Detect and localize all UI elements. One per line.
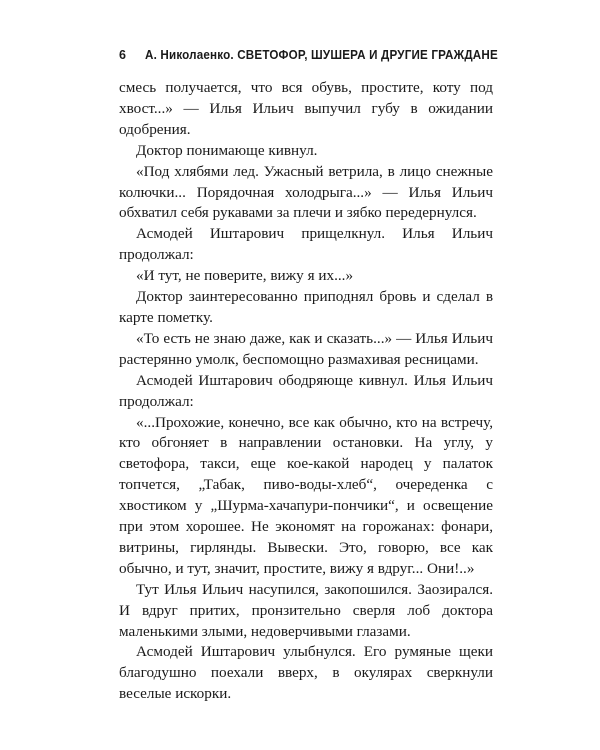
paragraph: Асмодей Иштарович улыбнулся. Его румяные щеки благодушно поехали вверх, в окулярах сверкнули веселые искорки.	[119, 643, 493, 703]
page-number: 6	[119, 48, 127, 62]
paragraph: Тут Илья Ильич насупился, закопошился. Заозирался. И вдруг притих, пронзительно сверля лоб доктора маленькими злыми, недоверчивыми глазами.	[119, 580, 493, 640]
paragraph: Доктор заинтересованно приподнял бровь и сделал в карте пометку.	[119, 288, 493, 326]
running-head	[119, 44, 498, 66]
paragraph: «Под хлябями лед. Ужасный ветрила, в лицо снежные колючки... Порядочная холодрыга...» — Илья Ильич обхватил себя рукавами за плечи и зябко передернулся.	[119, 162, 493, 222]
paragraph: Асмодей Иштарович ободряюще кивнул. Илья Ильич продолжал:	[119, 371, 493, 410]
paragraph: Асмодей Иштарович прищелкнул. Илья Ильич продолжал:	[119, 225, 493, 264]
paragraph: «То есть не знаю даже, как и сказать...» — Илья Ильич растерянно умолк, беспомощно размахивая ресницами.	[119, 329, 493, 368]
body-text	[119, 78, 493, 705]
paragraph: Доктор понимающе кивнул.	[136, 141, 318, 159]
running-title: А. Николаенко. СВЕТОФОР, ШУШЕРА И ДРУГИЕ ГРАЖДАНЕ	[145, 48, 498, 62]
paragraph: смесь получается, что вся обувь, простите, коту под хвост...» — Илья Ильич выпучил губу в ожидании одобрения.	[119, 79, 493, 138]
paragraph: «И тут, не поверите, вижу я их...»	[136, 267, 354, 285]
paragraph: «...Прохожие, конечно, все как обычно, кто на встречу, кто обгоняет в направлении остановки. На углу, у светофора, такси, еще кое-какой народец у палаток топчется, „Табак, пиво-воды-хлеб“, очереденка с хвостиком у „Шурма-хачапури-пончики“, и освещение при этом хорошее. Не экономят на горожанах: фонари, витрины, гирлянды. Вывески. Это, говорю, все как обычно, и тут, значит, простите, вижу я вдруг... Они!..»	[119, 413, 493, 577]
